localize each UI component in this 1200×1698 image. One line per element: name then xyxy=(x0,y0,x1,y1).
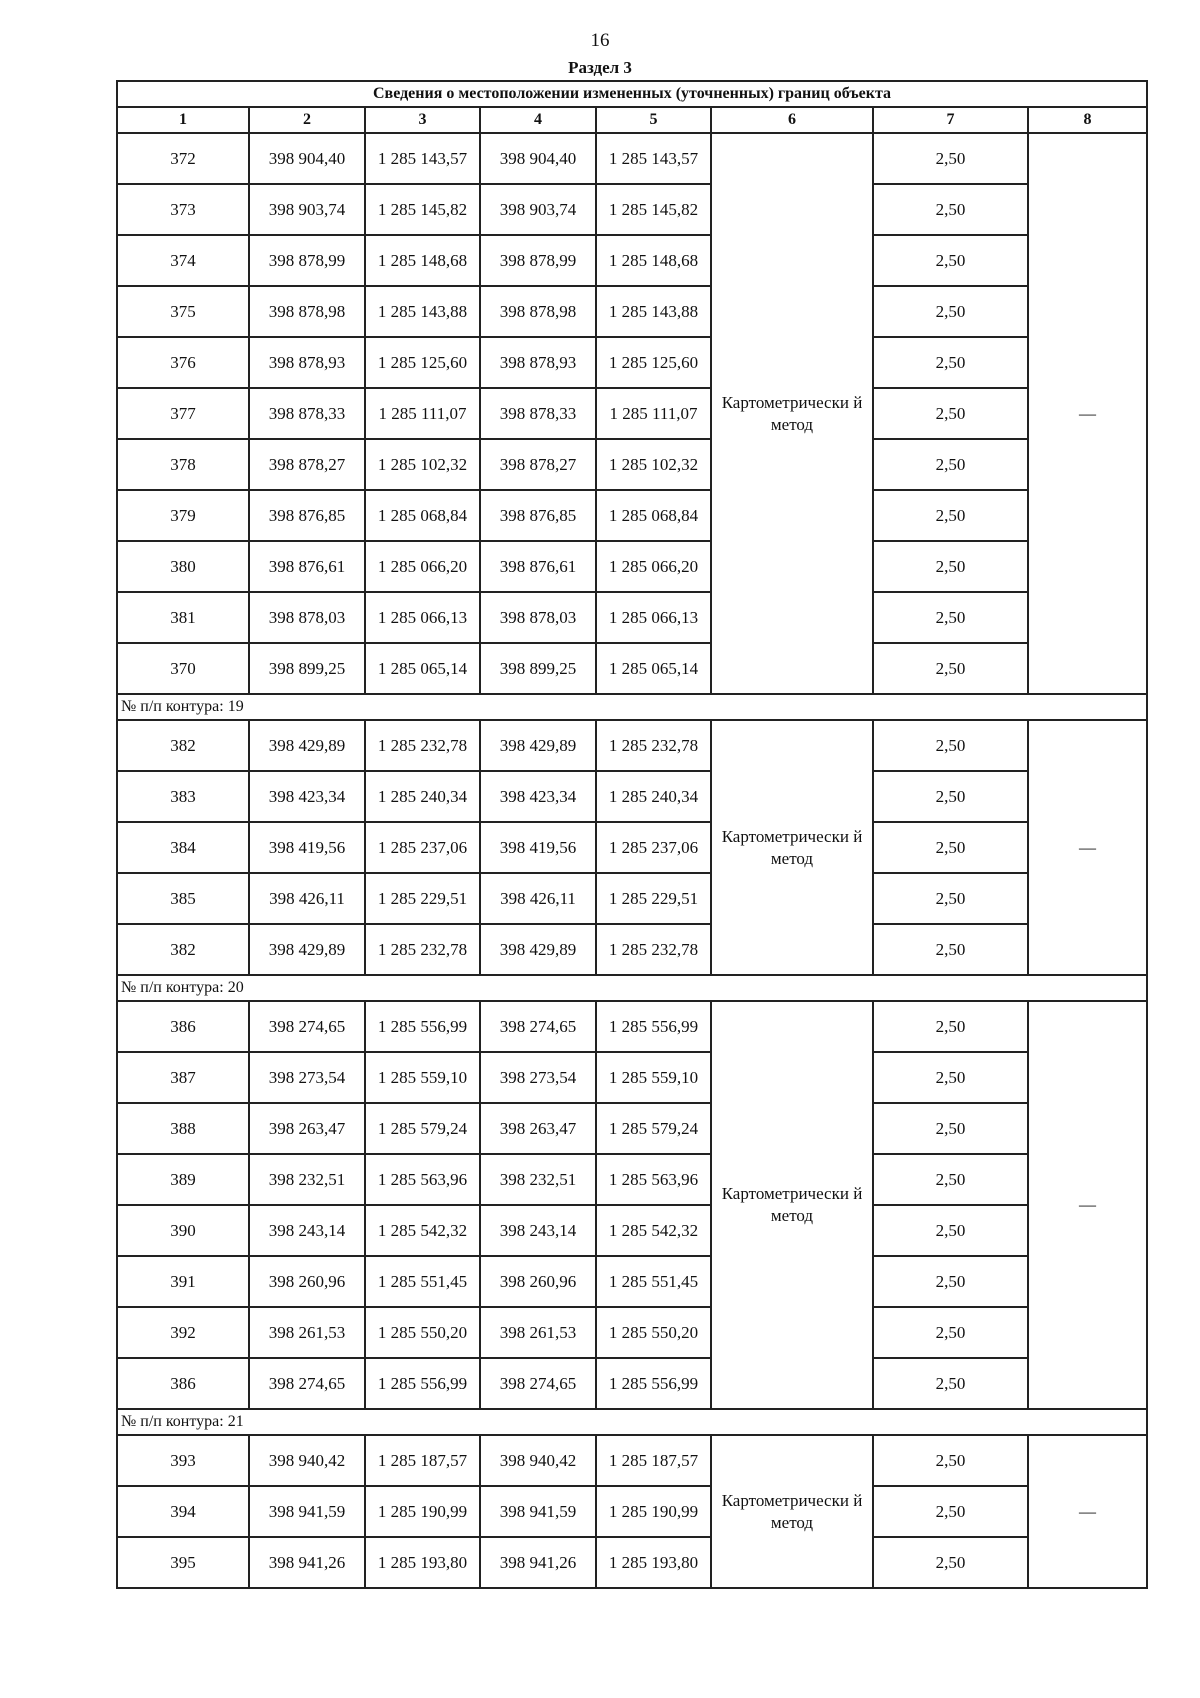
table-row xyxy=(117,337,1147,388)
cell-precision: 2,50 xyxy=(873,592,1028,643)
cell-x-old: 398 878,03 xyxy=(249,592,365,643)
cell-y-new: 1 285 068,84 xyxy=(596,490,711,541)
column-number: 8 xyxy=(1028,107,1147,133)
cell-precision: 2,50 xyxy=(873,541,1028,592)
cell-point: 377 xyxy=(117,388,249,439)
cell-precision: 2,50 xyxy=(873,1358,1028,1409)
cell-y-old: 1 285 193,80 xyxy=(365,1537,480,1588)
cell-note: — xyxy=(1028,1001,1147,1409)
cell-x-old: 398 878,33 xyxy=(249,388,365,439)
cell-y-old: 1 285 068,84 xyxy=(365,490,480,541)
cell-point: 380 xyxy=(117,541,249,592)
cell-point: 381 xyxy=(117,592,249,643)
column-number: 6 xyxy=(711,107,873,133)
contour-label: № п/п контура: 19 xyxy=(117,694,1147,720)
table-row xyxy=(117,235,1147,286)
table-row xyxy=(117,184,1147,235)
cell-y-old: 1 285 066,13 xyxy=(365,592,480,643)
cell-y-new: 1 285 232,78 xyxy=(596,720,711,771)
cell-x-new: 398 941,26 xyxy=(480,1537,596,1588)
cell-point: 390 xyxy=(117,1205,249,1256)
cell-precision: 2,50 xyxy=(873,388,1028,439)
cell-x-old: 398 878,99 xyxy=(249,235,365,286)
cell-x-new: 398 274,65 xyxy=(480,1358,596,1409)
cell-y-new: 1 285 232,78 xyxy=(596,924,711,975)
cell-point: 376 xyxy=(117,337,249,388)
cell-point: 373 xyxy=(117,184,249,235)
cell-y-new: 1 285 066,20 xyxy=(596,541,711,592)
cell-point: 386 xyxy=(117,1358,249,1409)
table-row xyxy=(117,490,1147,541)
table-row xyxy=(117,720,1147,771)
cell-x-new: 398 426,11 xyxy=(480,873,596,924)
cell-precision: 2,50 xyxy=(873,439,1028,490)
cell-x-new: 398 878,33 xyxy=(480,388,596,439)
cell-x-new: 398 273,54 xyxy=(480,1052,596,1103)
cell-y-new: 1 285 143,57 xyxy=(596,133,711,184)
cell-x-old: 398 903,74 xyxy=(249,184,365,235)
cell-precision: 2,50 xyxy=(873,133,1028,184)
boundary-table xyxy=(116,80,1148,1589)
cell-x-old: 398 878,98 xyxy=(249,286,365,337)
cell-y-new: 1 285 563,96 xyxy=(596,1154,711,1205)
cell-x-old: 398 429,89 xyxy=(249,924,365,975)
cell-point: 387 xyxy=(117,1052,249,1103)
table-row xyxy=(117,1256,1147,1307)
cell-point: 370 xyxy=(117,643,249,694)
table-row xyxy=(117,1486,1147,1537)
cell-x-old: 398 260,96 xyxy=(249,1256,365,1307)
cell-method: Картометрически й метод xyxy=(711,133,873,694)
table-row xyxy=(117,771,1147,822)
cell-x-old: 398 899,25 xyxy=(249,643,365,694)
cell-x-old: 398 232,51 xyxy=(249,1154,365,1205)
cell-y-old: 1 285 232,78 xyxy=(365,924,480,975)
table-caption: Сведения о местоположении измененных (уточненных) границ объекта xyxy=(117,81,1147,107)
table-caption-row xyxy=(117,81,1147,107)
cell-y-old: 1 285 550,20 xyxy=(365,1307,480,1358)
cell-x-new: 398 899,25 xyxy=(480,643,596,694)
cell-x-old: 398 941,26 xyxy=(249,1537,365,1588)
cell-point: 372 xyxy=(117,133,249,184)
cell-x-new: 398 904,40 xyxy=(480,133,596,184)
cell-method: Картометрически й метод xyxy=(711,720,873,975)
cell-note: — xyxy=(1028,1435,1147,1588)
cell-precision: 2,50 xyxy=(873,1307,1028,1358)
table-row xyxy=(117,286,1147,337)
table-row xyxy=(117,1154,1147,1205)
cell-x-new: 398 876,85 xyxy=(480,490,596,541)
cell-x-old: 398 878,27 xyxy=(249,439,365,490)
cell-x-old: 398 904,40 xyxy=(249,133,365,184)
cell-y-new: 1 285 125,60 xyxy=(596,337,711,388)
cell-y-new: 1 285 556,99 xyxy=(596,1001,711,1052)
cell-x-new: 398 232,51 xyxy=(480,1154,596,1205)
page-number: 16 xyxy=(590,30,610,51)
column-number-row xyxy=(117,107,1147,133)
cell-x-old: 398 274,65 xyxy=(249,1001,365,1052)
cell-x-old: 398 878,93 xyxy=(249,337,365,388)
cell-note: — xyxy=(1028,720,1147,975)
cell-y-new: 1 285 102,32 xyxy=(596,439,711,490)
cell-precision: 2,50 xyxy=(873,873,1028,924)
cell-precision: 2,50 xyxy=(873,1537,1028,1588)
cell-x-new: 398 878,03 xyxy=(480,592,596,643)
cell-y-new: 1 285 237,06 xyxy=(596,822,711,873)
cell-y-old: 1 285 556,99 xyxy=(365,1001,480,1052)
cell-y-old: 1 285 559,10 xyxy=(365,1052,480,1103)
cell-x-old: 398 876,85 xyxy=(249,490,365,541)
cell-precision: 2,50 xyxy=(873,1486,1028,1537)
cell-y-new: 1 285 066,13 xyxy=(596,592,711,643)
cell-method: Картометрически й метод xyxy=(711,1435,873,1588)
cell-x-new: 398 903,74 xyxy=(480,184,596,235)
table-row xyxy=(117,133,1147,184)
cell-x-new: 398 878,93 xyxy=(480,337,596,388)
cell-x-new: 398 260,96 xyxy=(480,1256,596,1307)
table-row xyxy=(117,439,1147,490)
cell-x-old: 398 419,56 xyxy=(249,822,365,873)
cell-x-old: 398 243,14 xyxy=(249,1205,365,1256)
cell-x-old: 398 429,89 xyxy=(249,720,365,771)
cell-point: 383 xyxy=(117,771,249,822)
cell-precision: 2,50 xyxy=(873,1052,1028,1103)
column-number: 4 xyxy=(480,107,596,133)
cell-point: 388 xyxy=(117,1103,249,1154)
table-row xyxy=(117,592,1147,643)
table-row xyxy=(117,1435,1147,1486)
cell-point: 375 xyxy=(117,286,249,337)
cell-point: 392 xyxy=(117,1307,249,1358)
cell-x-new: 398 423,34 xyxy=(480,771,596,822)
cell-x-old: 398 941,59 xyxy=(249,1486,365,1537)
table-row xyxy=(117,924,1147,975)
table-row xyxy=(117,1052,1147,1103)
cell-note: — xyxy=(1028,133,1147,694)
table-row xyxy=(117,1307,1147,1358)
contour-row xyxy=(117,1409,1147,1435)
table-row xyxy=(117,541,1147,592)
cell-point: 382 xyxy=(117,924,249,975)
cell-x-new: 398 429,89 xyxy=(480,924,596,975)
column-number: 2 xyxy=(249,107,365,133)
cell-y-new: 1 285 550,20 xyxy=(596,1307,711,1358)
table-row xyxy=(117,1205,1147,1256)
contour-label: № п/п контура: 20 xyxy=(117,975,1147,1001)
cell-x-new: 398 419,56 xyxy=(480,822,596,873)
cell-y-new: 1 285 187,57 xyxy=(596,1435,711,1486)
cell-point: 374 xyxy=(117,235,249,286)
cell-y-old: 1 285 563,96 xyxy=(365,1154,480,1205)
cell-precision: 2,50 xyxy=(873,1103,1028,1154)
cell-x-new: 398 429,89 xyxy=(480,720,596,771)
cell-x-new: 398 878,99 xyxy=(480,235,596,286)
cell-precision: 2,50 xyxy=(873,720,1028,771)
table-row xyxy=(117,643,1147,694)
cell-y-old: 1 285 125,60 xyxy=(365,337,480,388)
cell-point: 382 xyxy=(117,720,249,771)
cell-precision: 2,50 xyxy=(873,1435,1028,1486)
cell-y-old: 1 285 143,88 xyxy=(365,286,480,337)
table-row xyxy=(117,1103,1147,1154)
table-row xyxy=(117,1537,1147,1588)
cell-x-new: 398 274,65 xyxy=(480,1001,596,1052)
cell-y-old: 1 285 232,78 xyxy=(365,720,480,771)
cell-y-old: 1 285 542,32 xyxy=(365,1205,480,1256)
cell-precision: 2,50 xyxy=(873,1154,1028,1205)
cell-precision: 2,50 xyxy=(873,643,1028,694)
table-row xyxy=(117,1001,1147,1052)
cell-y-new: 1 285 111,07 xyxy=(596,388,711,439)
cell-y-old: 1 285 066,20 xyxy=(365,541,480,592)
cell-precision: 2,50 xyxy=(873,924,1028,975)
table-row xyxy=(117,1358,1147,1409)
cell-y-old: 1 285 556,99 xyxy=(365,1358,480,1409)
contour-row xyxy=(117,975,1147,1001)
cell-x-new: 398 261,53 xyxy=(480,1307,596,1358)
cell-precision: 2,50 xyxy=(873,235,1028,286)
cell-precision: 2,50 xyxy=(873,771,1028,822)
cell-y-new: 1 285 145,82 xyxy=(596,184,711,235)
cell-y-old: 1 285 579,24 xyxy=(365,1103,480,1154)
cell-y-new: 1 285 193,80 xyxy=(596,1537,711,1588)
cell-x-old: 398 940,42 xyxy=(249,1435,365,1486)
cell-point: 386 xyxy=(117,1001,249,1052)
cell-precision: 2,50 xyxy=(873,1001,1028,1052)
cell-precision: 2,50 xyxy=(873,1205,1028,1256)
cell-precision: 2,50 xyxy=(873,337,1028,388)
cell-y-new: 1 285 190,99 xyxy=(596,1486,711,1537)
cell-y-old: 1 285 237,06 xyxy=(365,822,480,873)
cell-x-old: 398 426,11 xyxy=(249,873,365,924)
cell-y-new: 1 285 551,45 xyxy=(596,1256,711,1307)
cell-y-new: 1 285 065,14 xyxy=(596,643,711,694)
cell-y-old: 1 285 143,57 xyxy=(365,133,480,184)
cell-x-new: 398 263,47 xyxy=(480,1103,596,1154)
cell-y-new: 1 285 148,68 xyxy=(596,235,711,286)
cell-y-new: 1 285 143,88 xyxy=(596,286,711,337)
cell-y-old: 1 285 111,07 xyxy=(365,388,480,439)
cell-x-old: 398 876,61 xyxy=(249,541,365,592)
section-title: Раздел 3 xyxy=(568,58,632,77)
cell-y-old: 1 285 190,99 xyxy=(365,1486,480,1537)
cell-y-new: 1 285 229,51 xyxy=(596,873,711,924)
cell-y-new: 1 285 579,24 xyxy=(596,1103,711,1154)
cell-y-old: 1 285 240,34 xyxy=(365,771,480,822)
cell-point: 391 xyxy=(117,1256,249,1307)
cell-y-new: 1 285 556,99 xyxy=(596,1358,711,1409)
cell-y-old: 1 285 145,82 xyxy=(365,184,480,235)
column-number: 3 xyxy=(365,107,480,133)
cell-x-new: 398 243,14 xyxy=(480,1205,596,1256)
cell-point: 379 xyxy=(117,490,249,541)
cell-x-old: 398 273,54 xyxy=(249,1052,365,1103)
cell-x-old: 398 274,65 xyxy=(249,1358,365,1409)
cell-precision: 2,50 xyxy=(873,822,1028,873)
contour-label: № п/п контура: 21 xyxy=(117,1409,1147,1435)
cell-x-old: 398 423,34 xyxy=(249,771,365,822)
cell-x-new: 398 876,61 xyxy=(480,541,596,592)
cell-y-old: 1 285 065,14 xyxy=(365,643,480,694)
column-number: 1 xyxy=(117,107,249,133)
cell-precision: 2,50 xyxy=(873,184,1028,235)
table-row xyxy=(117,388,1147,439)
cell-precision: 2,50 xyxy=(873,490,1028,541)
contour-row xyxy=(117,694,1147,720)
cell-y-new: 1 285 542,32 xyxy=(596,1205,711,1256)
cell-y-old: 1 285 229,51 xyxy=(365,873,480,924)
cell-precision: 2,50 xyxy=(873,1256,1028,1307)
cell-point: 395 xyxy=(117,1537,249,1588)
cell-point: 394 xyxy=(117,1486,249,1537)
cell-point: 378 xyxy=(117,439,249,490)
cell-x-old: 398 261,53 xyxy=(249,1307,365,1358)
cell-point: 384 xyxy=(117,822,249,873)
cell-point: 393 xyxy=(117,1435,249,1486)
cell-y-old: 1 285 551,45 xyxy=(365,1256,480,1307)
cell-x-new: 398 941,59 xyxy=(480,1486,596,1537)
cell-y-new: 1 285 559,10 xyxy=(596,1052,711,1103)
cell-point: 389 xyxy=(117,1154,249,1205)
cell-x-new: 398 878,98 xyxy=(480,286,596,337)
cell-y-old: 1 285 148,68 xyxy=(365,235,480,286)
cell-precision: 2,50 xyxy=(873,286,1028,337)
column-number: 5 xyxy=(596,107,711,133)
table-body xyxy=(117,81,1147,1588)
cell-y-new: 1 285 240,34 xyxy=(596,771,711,822)
column-number: 7 xyxy=(873,107,1028,133)
cell-x-old: 398 263,47 xyxy=(249,1103,365,1154)
cell-method: Картометрически й метод xyxy=(711,1001,873,1409)
cell-x-new: 398 940,42 xyxy=(480,1435,596,1486)
table-row xyxy=(117,873,1147,924)
cell-y-old: 1 285 187,57 xyxy=(365,1435,480,1486)
cell-y-old: 1 285 102,32 xyxy=(365,439,480,490)
cell-point: 385 xyxy=(117,873,249,924)
table-row xyxy=(117,822,1147,873)
cell-x-new: 398 878,27 xyxy=(480,439,596,490)
